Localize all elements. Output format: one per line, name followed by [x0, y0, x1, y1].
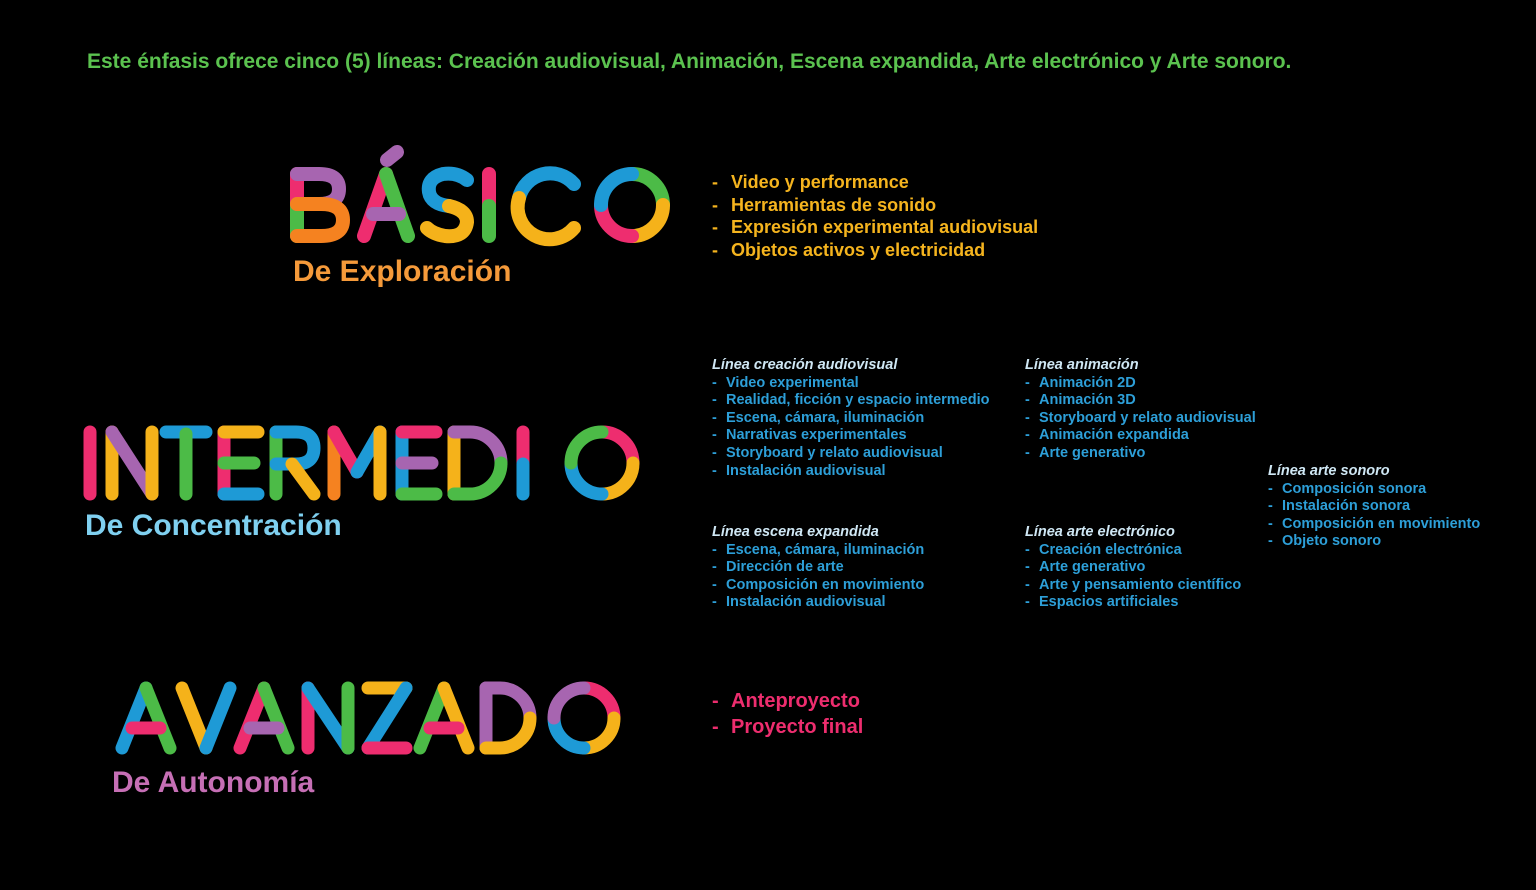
list-item: - Instalación audiovisual [712, 462, 886, 479]
line-escena-expandida [712, 524, 924, 612]
basic-level-list [712, 171, 1038, 261]
advanced-level-logo [114, 676, 674, 761]
list-item: - Arte y pensamiento científico [1025, 576, 1242, 593]
line-title: Línea arte sonoro [1268, 463, 1390, 479]
list-item: - Espacios artificiales [1025, 594, 1179, 611]
basic-level-subtitle: De Exploración [293, 255, 512, 288]
line-arte-electronico [1025, 524, 1241, 612]
list-item: - Storyboard y relato audiovisual [1025, 409, 1256, 426]
list-item: - Video experimental [712, 374, 859, 391]
list-item: - Dirección de arte [712, 559, 844, 576]
advanced-level-subtitle: De Autonomía [112, 766, 315, 799]
list-item: - Composición sonora [1268, 480, 1427, 497]
list-item: - Composición en movimiento [1268, 515, 1481, 532]
line-title: Línea escena expandida [712, 524, 879, 540]
list-item: - Objeto sonoro [1268, 533, 1382, 550]
list-item: - Arte generativo [1025, 444, 1146, 461]
line-title: Línea arte electrónico [1025, 524, 1175, 540]
line-title: Línea animación [1025, 357, 1139, 373]
list-item: - Objetos activos y electricidad [712, 239, 986, 260]
list-item: - Escena, cámara, iluminación [712, 541, 925, 558]
advanced-level-lettering [114, 676, 674, 761]
advanced-level-list [712, 688, 863, 740]
list-item: - Narrativas experimentales [712, 427, 907, 444]
basic-level-logo [289, 146, 674, 246]
list-item: - Proyecto final [712, 716, 864, 738]
list-item: - Video y performance [712, 172, 909, 192]
line-title: Línea creación audiovisual [712, 357, 898, 373]
line-arte-sonoro [1268, 463, 1480, 551]
list-item: - Creación electrónica [1025, 541, 1182, 558]
list-item: - Instalación sonora [1268, 498, 1411, 515]
list-item: - Anteproyecto [712, 690, 860, 712]
list-item: - Animación 3D [1025, 392, 1136, 409]
line-creacion-audiovisual [712, 357, 990, 480]
intermediate-level-subtitle: De Concentración [85, 509, 342, 542]
list-item: - Composición en movimiento [712, 576, 925, 593]
basic-level-lettering [289, 146, 674, 246]
list-item: - Animación 2D [1025, 374, 1136, 391]
intermediate-level-lettering [82, 420, 672, 505]
list-item: - Expresión experimental audiovisual [712, 217, 1039, 237]
list-item: - Realidad, ficción y espacio intermedio [712, 392, 990, 409]
intro-text: Este énfasis ofrece cinco (5) líneas: Creación audiovisual, Animación, Escena expandida, Arte electrónico y Arte sonoro. [87, 50, 1292, 73]
list-item: - Arte generativo [1025, 559, 1146, 576]
list-item: - Storyboard y relato audiovisual [712, 444, 943, 461]
line-animacion [1025, 357, 1256, 463]
list-item: - Animación expandida [1025, 427, 1189, 444]
intermediate-level-logo [82, 420, 672, 505]
list-item: - Escena, cámara, iluminación [712, 409, 925, 426]
list-item: - Herramientas de sonido [712, 194, 937, 215]
list-item: - Instalación audiovisual [712, 594, 886, 611]
